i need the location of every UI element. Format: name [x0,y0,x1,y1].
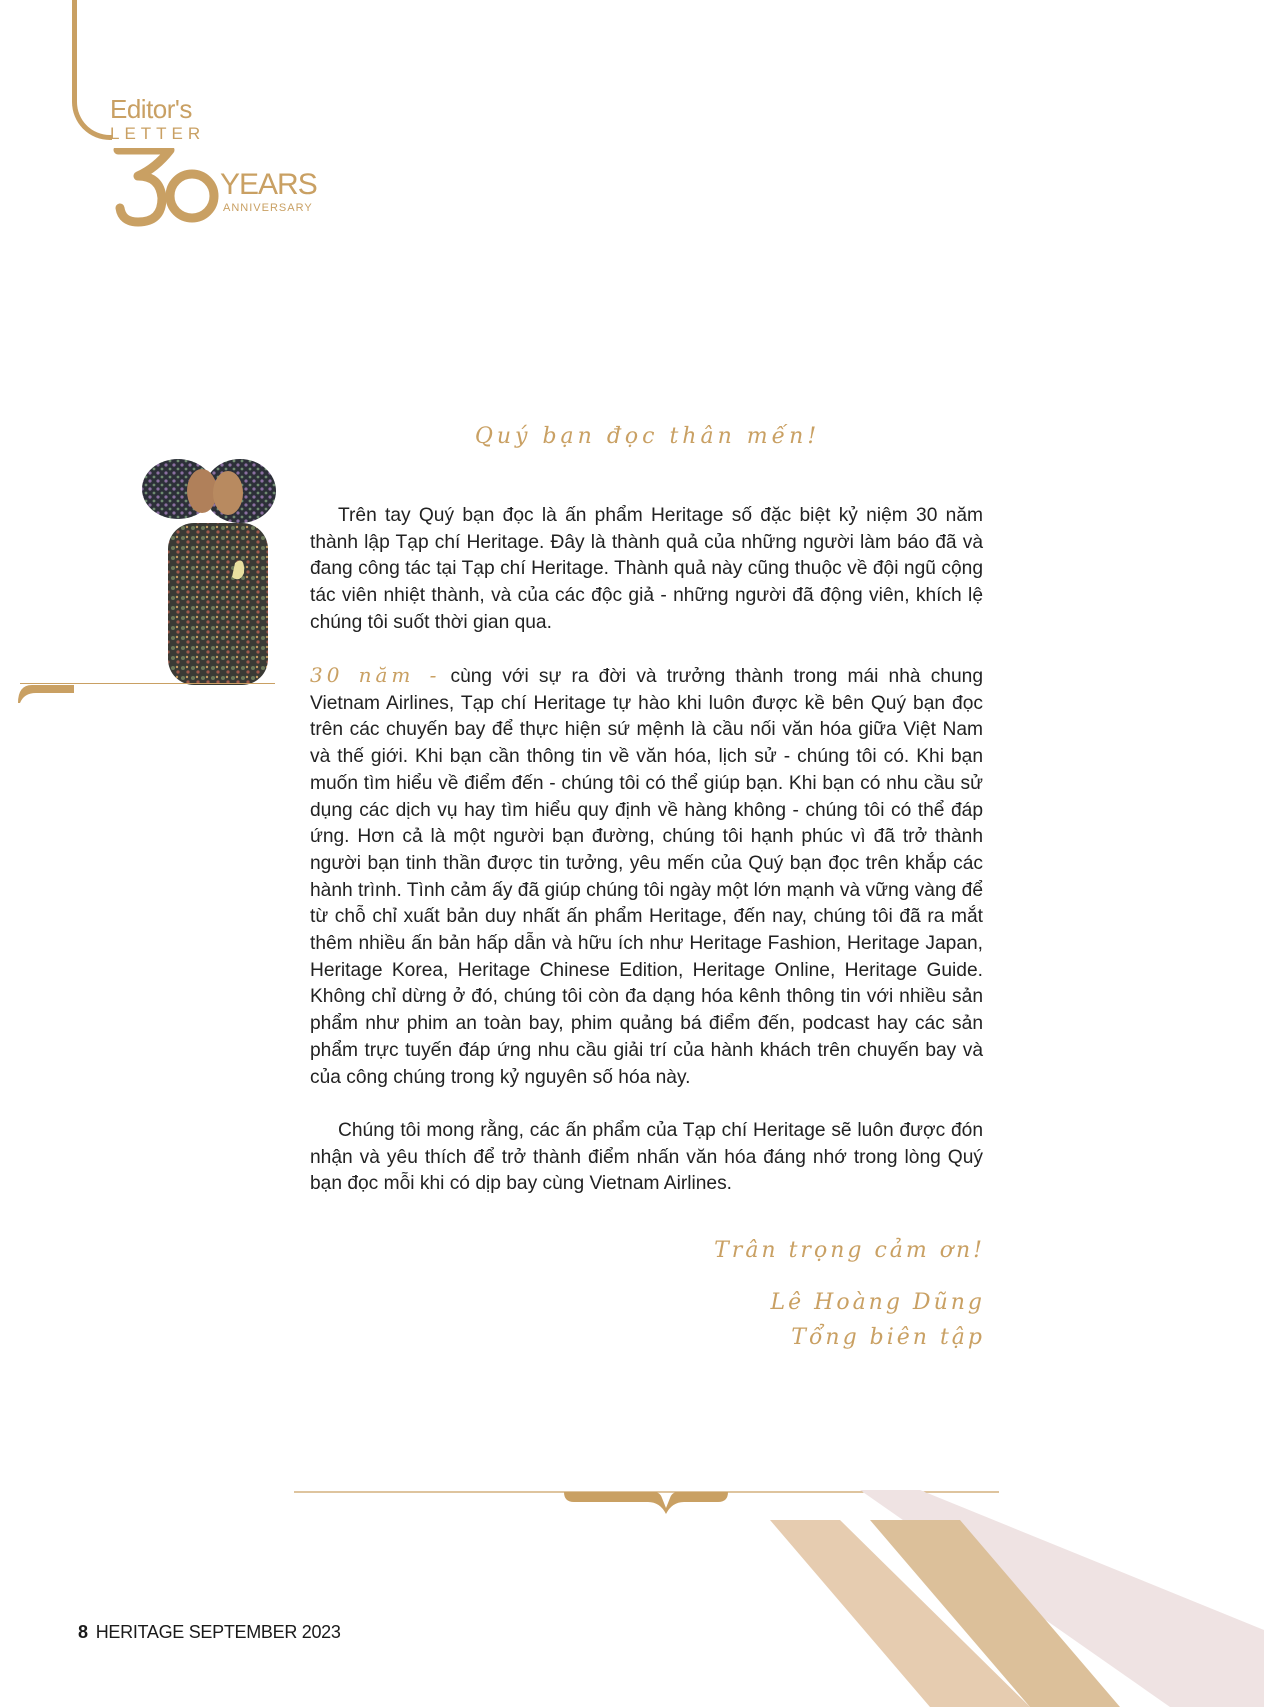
body-paragraph-3: Chúng tôi mong rằng, các ấn phẩm của Tạp chí Heritage sẽ luôn được đón nhận và yêu thích để trở thành điểm nhấn văn hóa đáng nhớ trong lòng Quý bạn đọc mỗi khi có dịp bay cùng Vietnam Airlines. [310,1120,983,1195]
author-name: Lê Hoàng Dũng [770,1290,985,1315]
editors-label: Editor's [110,94,192,124]
body-paragraph-2-text: cùng với sự ra đời và trưởng thành trong mái nhà chung Vietnam Airlines, Tạp chí Heritage tự hào khi luôn được kề bên Quý bạn đọc trên các chuyến bay để thực hiện sứ mệnh là cầu nối văn hóa giữa Việt Nam và thế giới. Khi bạn cần thông tin về văn hóa, lịch sử - chúng tôi có. Khi bạn muốn tìm hiểu về điểm đến - chúng tôi có thể giúp bạn. Khi bạn có nhu cầu sử dụng các dịch vụ hay tìm hiểu quy định về hàng không - chúng tôi có thể đáp ứng. Hơn cả là một người bạn đường, chúng tôi hạnh phúc vì đã trở thành người bạn tinh thần được tin tưởng, yêu mến của Quý bạn đọc trên khắp các hành trình. Tình cảm ấy đã giúp chúng tôi ngày một lớn mạnh và vững vàng để từ chỗ chỉ xuất bản duy nhất ấn phẩm Heritage, đến nay, chúng tôi đã ra mắt thêm nhiều ấn bản hấp dẫn và hữu ích như Heritage Fashion, Heritage Japan, Heritage Korea, Heritage Chinese Edition, Heritage Online, Heritage Guide. Không chỉ dừng ở đó, chúng tôi còn đa dạng hóa kênh thông tin với nhiều sản phẩm như phim an toàn bay, phim quảng bá điểm đến, podcast hay các sản phẩm trực tuyến đáp ứng nhu cầu giải trí của hành khách trên chuyến bay và của công chúng trong kỷ nguyên số hóa này. [310,666,983,1088]
page-footer [78,1622,341,1643]
painting-figures-illustration [140,455,280,685]
years-label: YEARS [220,168,317,201]
magazine-name: HERITAGE [95,1622,184,1642]
letter-label: LETTER [110,124,206,143]
author-title: Tổng biên tập [791,1325,985,1350]
artwork-tab-ornament [18,683,78,703]
body-paragraph-1: Trên tay Quý bạn đọc là ấn phẩm Heritage số đặc biệt kỷ niệm 30 năm thành lập Tạp chí Heritage. Đây là thành quả của những người làm báo đã và đang công tác tại Tạp chí Heritage. Thành quả này cũng thuộc về đội ngũ cộng tác viên nhiệt thành, và của các độc giả - những người đã động viên, khích lệ chúng tôi suốt thời gian qua. [310,505,983,633]
body-paragraph-2 [310,662,983,1091]
salutation: Quý bạn đọc thân mến! [474,424,821,449]
issue-date: SEPTEMBER 2023 [188,1622,341,1642]
decorative-stripes [700,1490,1264,1707]
anniversary-label: ANNIVERSARY [223,202,313,214]
header-ornament-line [72,0,112,140]
closing-line: Trân trọng cảm ơn! [714,1238,985,1263]
thirty-logo-icon [110,148,220,228]
paragraph-lead-in: 30 năm - [310,663,441,687]
page-number: 8 [78,1622,88,1642]
